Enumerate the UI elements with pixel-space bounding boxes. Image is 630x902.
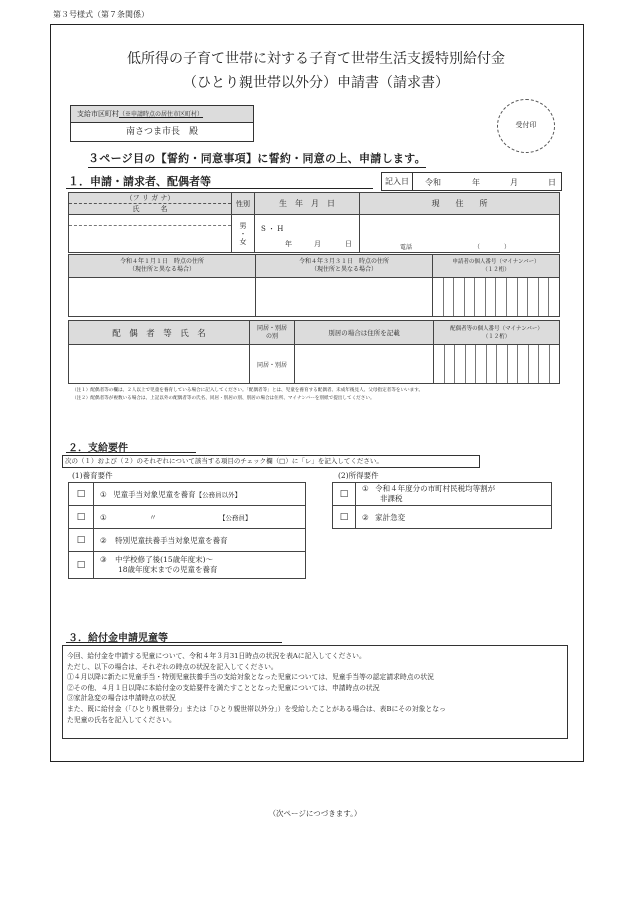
- dob-month-label: 月: [314, 240, 321, 248]
- income-item-1[interactable]: [333, 483, 552, 506]
- municipality-value[interactable]: 南さつま市長 殿: [125, 127, 198, 137]
- sex-dot: ・: [239, 229, 247, 238]
- filing-date-month: 月: [510, 178, 518, 187]
- spouse-name-field[interactable]: [69, 345, 250, 384]
- separate-address-field[interactable]: [295, 345, 434, 384]
- filing-date-box[interactable]: [381, 172, 562, 191]
- income-item-2-num: ②: [362, 512, 369, 522]
- addr-jan-header: 令和４年１月１日 時点の住所 （現住所と異なる場合）: [69, 255, 256, 278]
- income-item-2[interactable]: [333, 506, 552, 529]
- dob-year-label: 年: [285, 240, 292, 248]
- section2-underline: [66, 452, 196, 453]
- phone-field[interactable]: （ ）: [474, 244, 511, 251]
- section1-heading: １．申請・請求者、配偶者等: [68, 175, 211, 188]
- dob-field[interactable]: [255, 215, 360, 253]
- care-item-4[interactable]: [69, 552, 306, 579]
- reception-stamp-label: 受付印: [515, 121, 537, 129]
- name-header: 氏 名: [69, 204, 232, 215]
- care-item-3[interactable]: [69, 529, 306, 552]
- income-item-2-text: 家計急変: [375, 512, 406, 522]
- care-item-3-text: 特別児童扶養手当対象児童を養育: [115, 535, 228, 545]
- income-item-1-text: 令和４年度分の市町村民税均等割が: [375, 484, 496, 493]
- care-item-1-tag: 【公務員以外】: [195, 490, 242, 499]
- sex-header: 性別: [232, 193, 255, 215]
- spouse-table: [68, 320, 560, 384]
- section3-line-7: た児童の氏名を記入してください。: [67, 715, 176, 724]
- sex-female[interactable]: 女: [239, 237, 247, 246]
- title-line-2: （ひとり親世帯以外分）申請書（請求書）: [183, 75, 449, 91]
- mynumber-field[interactable]: [433, 278, 560, 317]
- dob-header: 生 年 月 日: [255, 193, 360, 215]
- spouse-mynumber-field[interactable]: [434, 345, 560, 384]
- care-item-2[interactable]: [69, 506, 306, 529]
- applicant-name-field[interactable]: [69, 215, 232, 253]
- section3-line-5: ③家計急変の場合は申請時点の状況: [67, 694, 176, 703]
- filing-date-label: 記入日: [382, 173, 413, 190]
- previous-address-table: [68, 254, 560, 317]
- addr-jan-field[interactable]: [69, 278, 256, 317]
- care-item-1-checkbox[interactable]: □: [69, 483, 94, 506]
- section3-underline: [66, 642, 282, 643]
- income-requirement-label: (2)所得要件: [338, 471, 379, 480]
- reception-stamp-circle: [497, 99, 555, 153]
- section2-instruction: 次の（１）および（２）のそれぞれについて該当する項目のチェック欄（□）に「レ」を記入してください。: [62, 455, 480, 468]
- current-address-field[interactable]: [360, 215, 560, 253]
- care-item-1-num: ①: [100, 489, 107, 499]
- dob-day-label: 日: [345, 240, 352, 248]
- section1-underline: [66, 188, 373, 189]
- municipality-label: 支給市区町村: [77, 110, 119, 118]
- note-1: （注１）配偶者等の欄は、２人以上で児童を養育している場合に記入してください。「配偶者等」とは、児童を養育する配偶者、未成年後見人、父母指定者等をいいます。: [72, 388, 424, 393]
- section3-line-3: ①４月以降に新たに児童手当・特別児童扶養手当の支給対象となった児童については、児童手当等の認定請求時点の状況: [67, 673, 434, 682]
- note-2: （注２）配偶者等が複数いる場合は、上記以外の配偶者等の氏名、同居・別居の別、別居の場合は住所、マイナンバーを別紙で提出してください。: [72, 396, 375, 401]
- spouse-name-header: 配 偶 者 等 氏 名: [69, 321, 250, 345]
- income-item-1-num: ①: [362, 484, 369, 493]
- care-item-2-tag: 【公務員】: [219, 514, 252, 522]
- income-item-1-checkbox[interactable]: □: [333, 483, 356, 506]
- addr-mar-field[interactable]: [256, 278, 433, 317]
- spouse-mynumber-header: 配偶者等の個人番号（マイナンバー） （１２桁）: [434, 321, 560, 345]
- form-id: 第３号様式（第７条関係）: [53, 10, 149, 19]
- filing-date-year: 年: [472, 178, 480, 187]
- cohab-field[interactable]: 同居・別居: [250, 345, 295, 384]
- section3-line-2: ただし、以下の場合は、それぞれの時点の状況を記入してください。: [67, 662, 278, 671]
- address-header: 現 住 所: [360, 193, 560, 215]
- care-item-1-text: 児童手当対象児童を養育: [113, 489, 196, 499]
- page-title: [50, 48, 582, 92]
- section3-line-1: 今回、給付金を申請する児童について、令和４年３月31日時点の状況を表Aに記入してください。: [67, 652, 366, 660]
- care-item-3-checkbox[interactable]: □: [69, 529, 94, 552]
- furigana-header: （フ リ ガ ナ）: [69, 193, 232, 204]
- care-item-4-checkbox[interactable]: □: [69, 552, 94, 579]
- income-requirement-table: [332, 482, 552, 529]
- section3-heading: ３．給付金申請児童等: [68, 633, 168, 644]
- section3-textbox: [62, 645, 568, 739]
- care-requirement-table: [68, 482, 306, 579]
- phone-label: 電話: [400, 244, 413, 251]
- care-item-2-num: ①: [100, 512, 107, 522]
- section3-line-6: また、既に給付金（「ひとり親世帯分」または「ひとり親世帯以外分」）を受給したことがある場合は、表Bにその対象となっ: [67, 704, 446, 713]
- care-item-1[interactable]: [69, 483, 306, 506]
- continued-footer: （次ページにつづきます。）: [268, 809, 362, 818]
- municipality-box: [70, 105, 254, 142]
- section3-line-4: ②その他、４月１日以降に本給付金の支給要件を満たすこととなった児童については、申請時点の状況: [67, 683, 380, 692]
- pledge-line: ３ページ目の【誓約・同意事項】に誓約・同意の上、申請します。: [88, 150, 426, 168]
- income-item-2-checkbox[interactable]: □: [333, 506, 356, 529]
- applicant-table: [68, 192, 560, 253]
- cohab-header: 同居・別居 の別: [250, 321, 295, 345]
- separate-address-header: 別居の場合は住所を記載: [295, 321, 434, 345]
- care-item-3-num: ②: [100, 535, 107, 545]
- section2-heading: ２．支給要件: [68, 443, 128, 454]
- sex-field[interactable]: [232, 215, 255, 253]
- addr-mar-header: 令和４年３月３１日 時点の住所 （現住所と異なる場合）: [256, 255, 433, 278]
- municipality-note: （※申請時点の居住市区町村）: [119, 111, 204, 118]
- care-item-2-checkbox[interactable]: □: [69, 506, 94, 529]
- care-item-4-num: ③: [100, 555, 107, 564]
- sex-male[interactable]: 男: [239, 221, 247, 230]
- mynumber-header: 申請者の個人番号（マイナンバー） （１２桁）: [433, 255, 560, 278]
- care-item-4-text: 中学校修了後(15歳年度末)～: [115, 555, 214, 564]
- filing-date-day: 日: [548, 178, 556, 187]
- title-line-1: 低所得の子育て世帯に対する子育て世帯生活支援特別給付金: [127, 51, 505, 67]
- filing-date-era: 令和: [425, 178, 441, 187]
- care-item-2-text: 〃: [149, 512, 157, 522]
- dob-era-options[interactable]: S ・ H: [261, 225, 284, 233]
- care-item-4-text2: 18歳年度末までの児童を養育: [118, 565, 218, 574]
- care-requirement-label: (1)養育要件: [72, 471, 113, 480]
- income-item-1-text2: 非課税: [380, 494, 403, 503]
